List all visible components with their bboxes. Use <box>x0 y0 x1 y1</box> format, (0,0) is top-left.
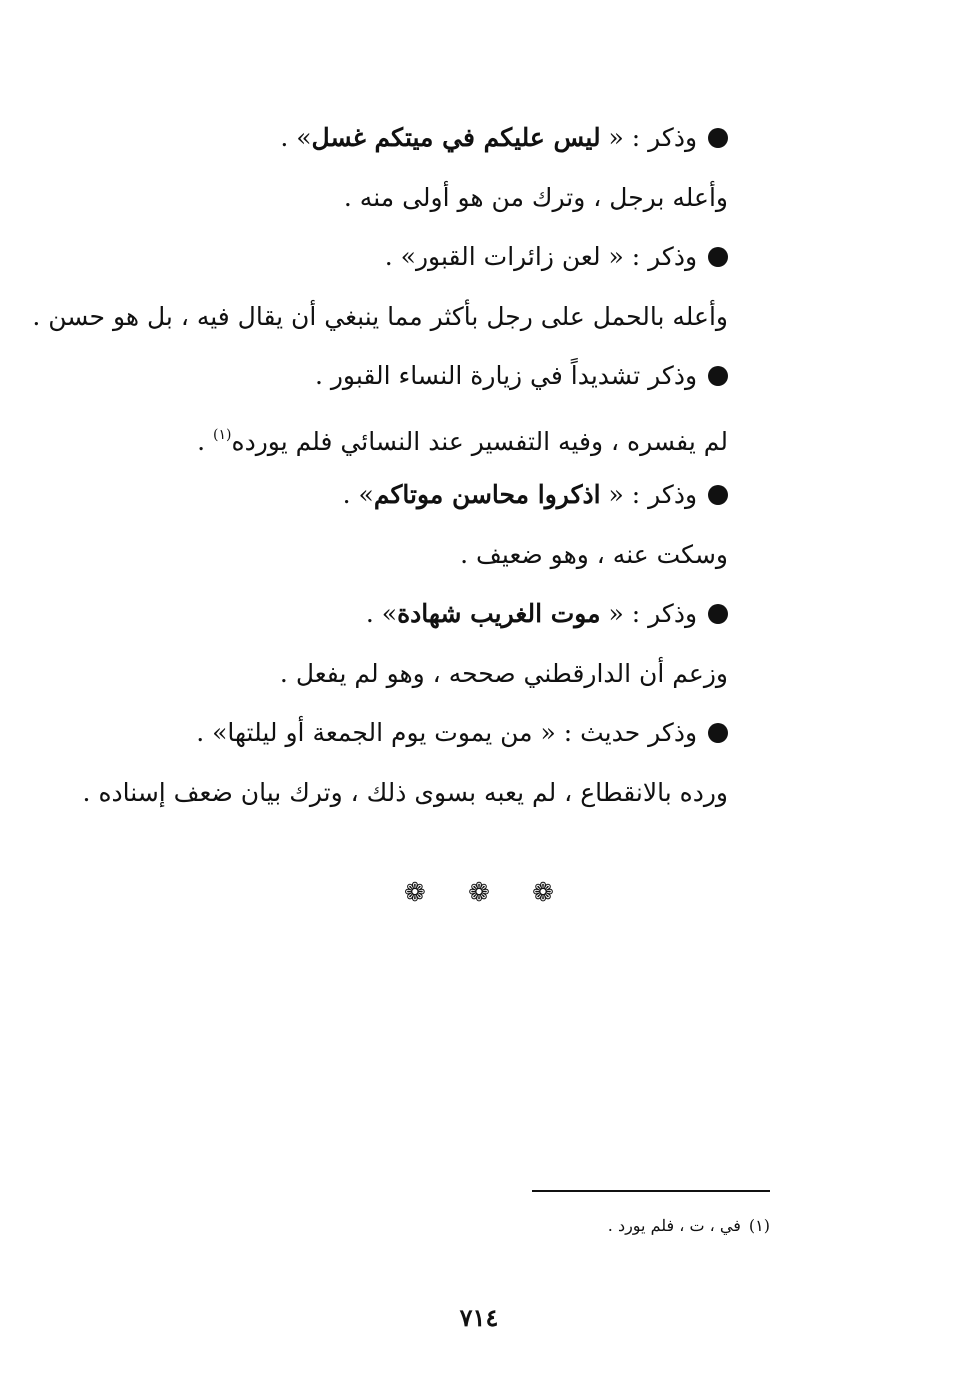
bullet-icon <box>708 128 728 148</box>
comment-line-1 <box>118 168 728 228</box>
footnote-number: (١) <box>748 1216 770 1235</box>
comment-text: وأعله برجل ، وترك من هو أولى منه . <box>343 182 728 212</box>
comment-text: ورده بالانقطاع ، لم يعبه بسوى ذلك ، وترك بيان ضعف إسناده . <box>82 777 728 807</box>
hadith-quote: موت الغريب شهادة <box>397 599 601 628</box>
entry-prefix: وذكر : « <box>600 480 698 509</box>
comment-text: لم يفسره ، وفيه التفسير عند النسائي فلم يورده <box>231 426 728 456</box>
bullet-icon <box>708 604 728 624</box>
entry-suffix: » . <box>280 123 312 152</box>
entry-suffix: » . <box>342 480 374 509</box>
bullet-icon <box>708 247 728 267</box>
comment-line-6 <box>82 763 728 823</box>
comment-text: وسكت عنه ، وهو ضعيف . <box>460 539 728 569</box>
comment-line-2 <box>32 287 728 347</box>
entry-line-4 <box>118 465 728 525</box>
entry-text: وذكر تشديداً في زيارة النساء القبور . <box>314 361 698 390</box>
entry-prefix: وذكر : « <box>600 599 698 628</box>
entry-line-6 <box>118 703 728 763</box>
hadith-quote: لعن زائرات القبور <box>415 242 601 271</box>
entry-suffix: » . <box>365 599 398 628</box>
entry-line-2 <box>118 227 728 287</box>
comment-line-5 <box>118 644 728 704</box>
entry-prefix: وذكر حديث : « <box>532 718 698 747</box>
flower-ornament-icon: ❁ <box>532 878 554 908</box>
entry-line-5 <box>118 584 728 644</box>
comment-line-3 <box>118 406 728 466</box>
entry-line-1 <box>118 108 728 168</box>
footnote-separator <box>532 1190 770 1192</box>
section-divider <box>0 878 958 908</box>
hadith-quote: اذكروا محاسن موتاكم <box>373 480 601 509</box>
entry-suffix: . <box>197 426 214 456</box>
comment-line-4 <box>118 525 728 585</box>
hadith-quote: من يموت يوم الجمعة أو ليلتها <box>227 718 533 747</box>
page-number: ٧١٤ <box>459 1303 499 1332</box>
entry-line-3 <box>118 346 728 406</box>
entry-prefix: وذكر : « <box>600 242 698 271</box>
footnote <box>608 1216 770 1235</box>
flower-ornament-icon: ❁ <box>404 878 426 908</box>
entry-prefix: وذكر : « <box>600 123 698 152</box>
comment-text: وزعم أن الدارقطني صححه ، وهو لم يفعل . <box>279 658 728 688</box>
footnote-reference[interactable]: (١) <box>213 426 232 443</box>
bullet-icon <box>708 485 728 505</box>
flower-ornament-icon: ❁ <box>468 878 490 908</box>
footnote-text: في ، ت ، فلم يورد . <box>607 1216 741 1235</box>
entry-suffix: » . <box>196 718 228 747</box>
comment-text: وأعله بالحمل على رجل بأكثر مما ينبغي أن يقال فيه ، بل هو حسن . <box>32 301 728 331</box>
entry-suffix: » . <box>384 242 416 271</box>
main-text <box>32 108 728 822</box>
bullet-icon <box>708 723 728 743</box>
hadith-quote: ليس عليكم في ميتكم غسل <box>311 123 601 152</box>
bullet-icon <box>708 366 728 386</box>
